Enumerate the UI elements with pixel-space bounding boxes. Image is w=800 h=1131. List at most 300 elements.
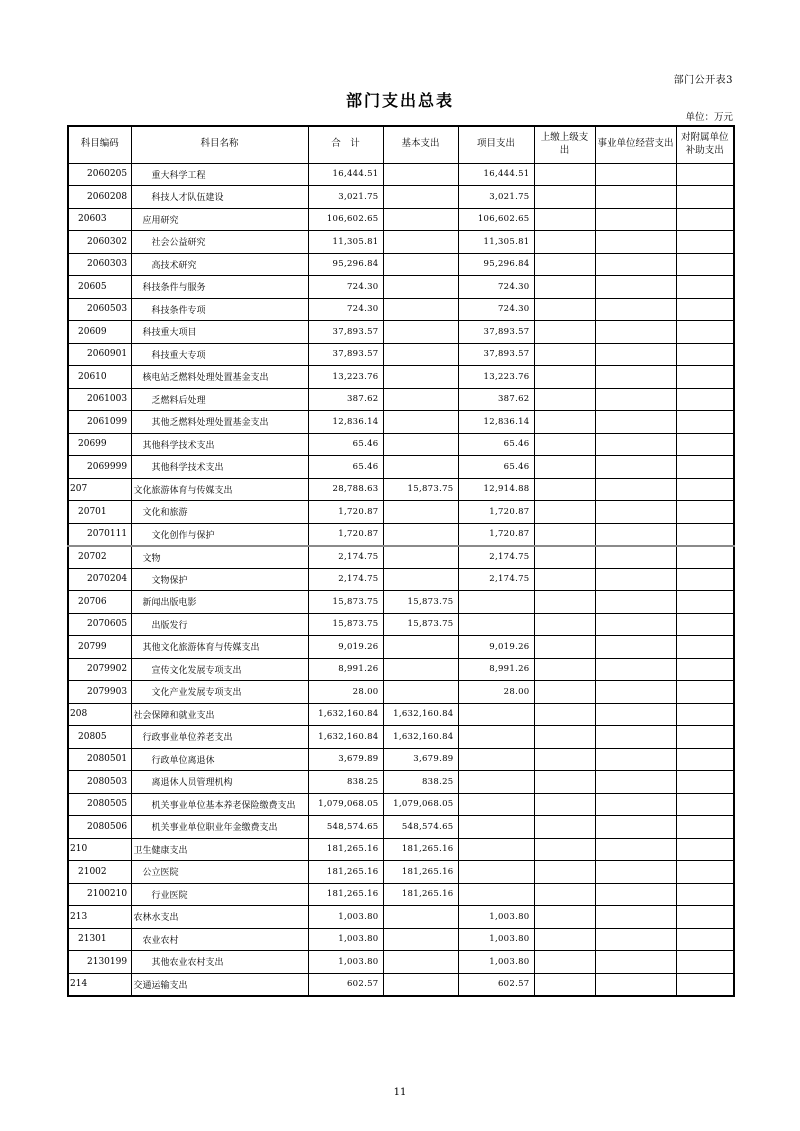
table-row [68, 366, 734, 389]
basic-expenditure-amount-cell [383, 276, 458, 299]
subject-code-cell: 208 [68, 703, 131, 726]
project-expenditure-amount-cell: 724.30 [458, 276, 534, 299]
project-expenditure-amount-cell: 1,003.80 [458, 906, 534, 929]
operating-expenditure-amount-cell [595, 928, 676, 951]
operating-expenditure-amount-cell [595, 523, 676, 546]
table-row [68, 636, 734, 659]
table-row [68, 568, 734, 591]
total-amount-cell: 12,836.14 [308, 411, 383, 434]
upper-level-expenditure-amount-cell [534, 321, 595, 344]
operating-expenditure-amount-cell [595, 771, 676, 794]
table-row [68, 298, 734, 321]
subsidy-expenditure-amount-cell [676, 883, 734, 906]
project-expenditure-amount-cell: 95,296.84 [458, 253, 534, 276]
total-amount-cell: 9,019.26 [308, 636, 383, 659]
subsidy-expenditure-amount-cell [676, 568, 734, 591]
total-amount-cell: 1,003.80 [308, 928, 383, 951]
upper-level-expenditure-amount-cell [534, 298, 595, 321]
subject-code-cell: 2070111 [68, 523, 131, 546]
subject-code-cell: 2061099 [68, 411, 131, 434]
basic-expenditure-amount-cell: 1,632,160.84 [383, 703, 458, 726]
subject-code-cell: 2060302 [68, 231, 131, 254]
col-header-operating-expenditure: 事业单位经营支出 [595, 126, 676, 163]
project-expenditure-amount-cell: 106,602.65 [458, 208, 534, 231]
subject-name-cell: 行业医院 [131, 883, 308, 906]
basic-expenditure-amount-cell [383, 658, 458, 681]
operating-expenditure-amount-cell [595, 951, 676, 974]
basic-expenditure-amount-cell [383, 456, 458, 479]
subject-name-cell: 宣传文化发展专项支出 [131, 658, 308, 681]
table-row [68, 861, 734, 884]
subject-name-cell: 其他科学技术支出 [131, 433, 308, 456]
project-expenditure-amount-cell [458, 591, 534, 614]
upper-level-expenditure-amount-cell [534, 411, 595, 434]
basic-expenditure-amount-cell: 15,873.75 [383, 591, 458, 614]
table-row [68, 163, 734, 186]
table-row [68, 343, 734, 366]
subsidy-expenditure-amount-cell [676, 748, 734, 771]
total-amount-cell: 181,265.16 [308, 838, 383, 861]
total-amount-cell: 13,223.76 [308, 366, 383, 389]
basic-expenditure-amount-cell [383, 186, 458, 209]
table-row [68, 321, 734, 344]
upper-level-expenditure-amount-cell [534, 726, 595, 749]
operating-expenditure-amount-cell [595, 636, 676, 659]
table-row [68, 726, 734, 749]
subject-code-cell: 2070204 [68, 568, 131, 591]
total-amount-cell: 602.57 [308, 973, 383, 996]
subject-name-cell: 其他农业农村支出 [131, 951, 308, 974]
operating-expenditure-amount-cell [595, 861, 676, 884]
subject-code-cell: 2080503 [68, 771, 131, 794]
operating-expenditure-amount-cell [595, 343, 676, 366]
subject-name-cell: 文化和旅游 [131, 501, 308, 524]
table-row [68, 681, 734, 704]
col-header-subject-code: 科目编码 [68, 126, 131, 163]
table-header-row [68, 126, 734, 163]
table-row [68, 591, 734, 614]
project-expenditure-amount-cell [458, 703, 534, 726]
subsidy-expenditure-amount-cell [676, 343, 734, 366]
total-amount-cell: 37,893.57 [308, 343, 383, 366]
project-expenditure-amount-cell: 65.46 [458, 433, 534, 456]
project-expenditure-amount-cell [458, 861, 534, 884]
col-header-upper-level-expenditure: 上缴上级支出 [534, 126, 595, 163]
total-amount-cell: 2,174.75 [308, 546, 383, 569]
subject-name-cell: 重大科学工程 [131, 163, 308, 186]
upper-level-expenditure-amount-cell [534, 771, 595, 794]
subject-name-cell: 新闻出版电影 [131, 591, 308, 614]
table-row [68, 433, 734, 456]
table-row [68, 951, 734, 974]
operating-expenditure-amount-cell [595, 456, 676, 479]
basic-expenditure-amount-cell [383, 546, 458, 569]
expenditure-table [67, 125, 735, 997]
operating-expenditure-amount-cell [595, 231, 676, 254]
upper-level-expenditure-amount-cell [534, 231, 595, 254]
subject-code-cell: 20699 [68, 433, 131, 456]
subject-code-cell: 20805 [68, 726, 131, 749]
subject-code-cell: 214 [68, 973, 131, 996]
table-row [68, 793, 734, 816]
basic-expenditure-amount-cell [383, 501, 458, 524]
subsidy-expenditure-amount-cell [676, 591, 734, 614]
operating-expenditure-amount-cell [595, 411, 676, 434]
operating-expenditure-amount-cell [595, 501, 676, 524]
basic-expenditure-amount-cell: 181,265.16 [383, 861, 458, 884]
doc-ref-label: 部门公开表3 [673, 75, 733, 86]
subsidy-expenditure-amount-cell [676, 366, 734, 389]
subject-code-cell: 20702 [68, 546, 131, 569]
total-amount-cell: 181,265.16 [308, 861, 383, 884]
subject-name-cell: 其他乏燃料处理处置基金支出 [131, 411, 308, 434]
upper-level-expenditure-amount-cell [534, 456, 595, 479]
basic-expenditure-amount-cell: 3,679.89 [383, 748, 458, 771]
subsidy-expenditure-amount-cell [676, 186, 734, 209]
total-amount-cell: 1,003.80 [308, 906, 383, 929]
total-amount-cell: 1,632,160.84 [308, 726, 383, 749]
operating-expenditure-amount-cell [595, 906, 676, 929]
table-body [68, 163, 734, 996]
total-amount-cell: 11,305.81 [308, 231, 383, 254]
upper-level-expenditure-amount-cell [534, 636, 595, 659]
total-amount-cell: 3,021.75 [308, 186, 383, 209]
operating-expenditure-amount-cell [595, 163, 676, 186]
upper-level-expenditure-amount-cell [534, 478, 595, 501]
project-expenditure-amount-cell: 37,893.57 [458, 343, 534, 366]
subject-name-cell: 乏燃料后处理 [131, 388, 308, 411]
subsidy-expenditure-amount-cell [676, 411, 734, 434]
table-row [68, 928, 734, 951]
upper-level-expenditure-amount-cell [534, 388, 595, 411]
basic-expenditure-amount-cell [383, 973, 458, 996]
total-amount-cell: 15,873.75 [308, 613, 383, 636]
subject-name-cell: 卫生健康支出 [131, 838, 308, 861]
subsidy-expenditure-amount-cell [676, 658, 734, 681]
upper-level-expenditure-amount-cell [534, 208, 595, 231]
basic-expenditure-amount-cell [383, 388, 458, 411]
operating-expenditure-amount-cell [595, 568, 676, 591]
subject-code-cell: 21301 [68, 928, 131, 951]
upper-level-expenditure-amount-cell [534, 658, 595, 681]
project-expenditure-amount-cell: 12,914.88 [458, 478, 534, 501]
subject-code-cell: 210 [68, 838, 131, 861]
project-expenditure-amount-cell: 12,836.14 [458, 411, 534, 434]
operating-expenditure-amount-cell [595, 276, 676, 299]
subsidy-expenditure-amount-cell [676, 478, 734, 501]
subsidy-expenditure-amount-cell [676, 906, 734, 929]
operating-expenditure-amount-cell [595, 546, 676, 569]
table-row [68, 906, 734, 929]
subject-name-cell: 行政事业单位养老支出 [131, 726, 308, 749]
page-number: 11 [393, 1087, 407, 1098]
subject-name-cell: 农业农村 [131, 928, 308, 951]
basic-expenditure-amount-cell: 181,265.16 [383, 883, 458, 906]
subject-code-cell: 2080505 [68, 793, 131, 816]
upper-level-expenditure-amount-cell [534, 681, 595, 704]
basic-expenditure-amount-cell [383, 163, 458, 186]
project-expenditure-amount-cell: 1,003.80 [458, 928, 534, 951]
table-row [68, 748, 734, 771]
upper-level-expenditure-amount-cell [534, 883, 595, 906]
table-row [68, 838, 734, 861]
subject-code-cell: 20605 [68, 276, 131, 299]
total-amount-cell: 1,720.87 [308, 501, 383, 524]
operating-expenditure-amount-cell [595, 298, 676, 321]
operating-expenditure-amount-cell [595, 883, 676, 906]
project-expenditure-amount-cell [458, 748, 534, 771]
upper-level-expenditure-amount-cell [534, 253, 595, 276]
operating-expenditure-amount-cell [595, 433, 676, 456]
subject-name-cell: 机关事业单位基本养老保险缴费支出 [131, 793, 308, 816]
upper-level-expenditure-amount-cell [534, 973, 595, 996]
subsidy-expenditure-amount-cell [676, 231, 734, 254]
col-header-total: 合 计 [308, 126, 383, 163]
basic-expenditure-amount-cell [383, 321, 458, 344]
subsidy-expenditure-amount-cell [676, 703, 734, 726]
project-expenditure-amount-cell [458, 883, 534, 906]
project-expenditure-amount-cell: 11,305.81 [458, 231, 534, 254]
project-expenditure-amount-cell: 8,991.26 [458, 658, 534, 681]
subsidy-expenditure-amount-cell [676, 838, 734, 861]
total-amount-cell: 1,079,068.05 [308, 793, 383, 816]
table-row [68, 253, 734, 276]
subject-name-cell: 行政单位离退休 [131, 748, 308, 771]
total-amount-cell: 548,574.65 [308, 816, 383, 839]
subject-code-cell: 2079902 [68, 658, 131, 681]
basic-expenditure-amount-cell [383, 523, 458, 546]
upper-level-expenditure-amount-cell [534, 546, 595, 569]
table-row [68, 186, 734, 209]
project-expenditure-amount-cell [458, 726, 534, 749]
subject-name-cell: 高技术研究 [131, 253, 308, 276]
project-expenditure-amount-cell: 1,720.87 [458, 523, 534, 546]
operating-expenditure-amount-cell [595, 793, 676, 816]
project-expenditure-amount-cell: 13,223.76 [458, 366, 534, 389]
total-amount-cell: 16,444.51 [308, 163, 383, 186]
operating-expenditure-amount-cell [595, 726, 676, 749]
subsidy-expenditure-amount-cell [676, 433, 734, 456]
upper-level-expenditure-amount-cell [534, 838, 595, 861]
table-row [68, 501, 734, 524]
total-amount-cell: 724.30 [308, 276, 383, 299]
subsidy-expenditure-amount-cell [676, 951, 734, 974]
operating-expenditure-amount-cell [595, 253, 676, 276]
subsidy-expenditure-amount-cell [676, 613, 734, 636]
subject-name-cell: 文化产业发展专项支出 [131, 681, 308, 704]
basic-expenditure-amount-cell [383, 906, 458, 929]
subject-name-cell: 科技重大专项 [131, 343, 308, 366]
project-expenditure-amount-cell [458, 793, 534, 816]
total-amount-cell: 95,296.84 [308, 253, 383, 276]
col-header-project-expenditure: 项目支出 [458, 126, 534, 163]
operating-expenditure-amount-cell [595, 816, 676, 839]
project-expenditure-amount-cell [458, 838, 534, 861]
subsidy-expenditure-amount-cell [676, 816, 734, 839]
subject-code-cell: 2080501 [68, 748, 131, 771]
total-amount-cell: 387.62 [308, 388, 383, 411]
subsidy-expenditure-amount-cell [676, 276, 734, 299]
project-expenditure-amount-cell: 602.57 [458, 973, 534, 996]
subsidy-expenditure-amount-cell [676, 681, 734, 704]
subsidy-expenditure-amount-cell [676, 726, 734, 749]
project-expenditure-amount-cell: 724.30 [458, 298, 534, 321]
table-row [68, 658, 734, 681]
total-amount-cell: 181,265.16 [308, 883, 383, 906]
upper-level-expenditure-amount-cell [534, 793, 595, 816]
subsidy-expenditure-amount-cell [676, 546, 734, 569]
basic-expenditure-amount-cell: 15,873.75 [383, 613, 458, 636]
upper-level-expenditure-amount-cell [534, 186, 595, 209]
operating-expenditure-amount-cell [595, 388, 676, 411]
subject-name-cell: 文物保护 [131, 568, 308, 591]
table-row [68, 703, 734, 726]
total-amount-cell: 724.30 [308, 298, 383, 321]
upper-level-expenditure-amount-cell [534, 928, 595, 951]
upper-level-expenditure-amount-cell [534, 861, 595, 884]
project-expenditure-amount-cell: 16,444.51 [458, 163, 534, 186]
total-amount-cell: 838.25 [308, 771, 383, 794]
total-amount-cell: 1,632,160.84 [308, 703, 383, 726]
table-row [68, 411, 734, 434]
subject-name-cell: 文化旅游体育与传媒支出 [131, 478, 308, 501]
table-row [68, 973, 734, 996]
table-row [68, 478, 734, 501]
operating-expenditure-amount-cell [595, 208, 676, 231]
basic-expenditure-amount-cell [383, 298, 458, 321]
subject-code-cell: 21002 [68, 861, 131, 884]
basic-expenditure-amount-cell: 15,873.75 [383, 478, 458, 501]
basic-expenditure-amount-cell [383, 411, 458, 434]
subsidy-expenditure-amount-cell [676, 388, 734, 411]
subject-name-cell: 机关事业单位职业年金缴费支出 [131, 816, 308, 839]
table-row [68, 883, 734, 906]
subject-code-cell: 2061003 [68, 388, 131, 411]
basic-expenditure-amount-cell: 1,079,068.05 [383, 793, 458, 816]
upper-level-expenditure-amount-cell [534, 816, 595, 839]
subsidy-expenditure-amount-cell [676, 771, 734, 794]
subject-code-cell: 2080506 [68, 816, 131, 839]
project-expenditure-amount-cell: 65.46 [458, 456, 534, 479]
table-row [68, 388, 734, 411]
subject-code-cell: 20706 [68, 591, 131, 614]
subsidy-expenditure-amount-cell [676, 523, 734, 546]
operating-expenditure-amount-cell [595, 703, 676, 726]
operating-expenditure-amount-cell [595, 748, 676, 771]
upper-level-expenditure-amount-cell [534, 523, 595, 546]
total-amount-cell: 65.46 [308, 433, 383, 456]
table-row [68, 816, 734, 839]
subsidy-expenditure-amount-cell [676, 321, 734, 344]
subject-code-cell: 2060205 [68, 163, 131, 186]
subject-name-cell: 其他科学技术支出 [131, 456, 308, 479]
table-row [68, 523, 734, 546]
total-amount-cell: 15,873.75 [308, 591, 383, 614]
subject-code-cell: 213 [68, 906, 131, 929]
total-amount-cell: 2,174.75 [308, 568, 383, 591]
operating-expenditure-amount-cell [595, 681, 676, 704]
table-row [68, 613, 734, 636]
subsidy-expenditure-amount-cell [676, 208, 734, 231]
project-expenditure-amount-cell: 37,893.57 [458, 321, 534, 344]
table-row [68, 208, 734, 231]
subject-name-cell: 科技重大项目 [131, 321, 308, 344]
subject-name-cell: 文化创作与保护 [131, 523, 308, 546]
subsidy-expenditure-amount-cell [676, 973, 734, 996]
subject-code-cell: 2069999 [68, 456, 131, 479]
basic-expenditure-amount-cell: 181,265.16 [383, 838, 458, 861]
project-expenditure-amount-cell: 2,174.75 [458, 546, 534, 569]
subsidy-expenditure-amount-cell [676, 861, 734, 884]
subject-name-cell: 公立医院 [131, 861, 308, 884]
total-amount-cell: 106,602.65 [308, 208, 383, 231]
subject-name-cell: 社会公益研究 [131, 231, 308, 254]
subject-name-cell: 科技人才队伍建设 [131, 186, 308, 209]
operating-expenditure-amount-cell [595, 366, 676, 389]
basic-expenditure-amount-cell: 548,574.65 [383, 816, 458, 839]
total-amount-cell: 28.00 [308, 681, 383, 704]
subsidy-expenditure-amount-cell [676, 253, 734, 276]
basic-expenditure-amount-cell [383, 568, 458, 591]
upper-level-expenditure-amount-cell [534, 501, 595, 524]
basic-expenditure-amount-cell [383, 951, 458, 974]
subject-name-cell: 文物 [131, 546, 308, 569]
total-amount-cell: 37,893.57 [308, 321, 383, 344]
subject-code-cell: 2060901 [68, 343, 131, 366]
basic-expenditure-amount-cell: 838.25 [383, 771, 458, 794]
subject-name-cell: 科技条件专项 [131, 298, 308, 321]
project-expenditure-amount-cell: 3,021.75 [458, 186, 534, 209]
subsidy-expenditure-amount-cell [676, 501, 734, 524]
upper-level-expenditure-amount-cell [534, 906, 595, 929]
unit-note: 单位：万元 [685, 112, 733, 123]
operating-expenditure-amount-cell [595, 591, 676, 614]
upper-level-expenditure-amount-cell [534, 276, 595, 299]
upper-level-expenditure-amount-cell [534, 163, 595, 186]
table-row [68, 276, 734, 299]
operating-expenditure-amount-cell [595, 658, 676, 681]
subject-name-cell: 离退休人员管理机构 [131, 771, 308, 794]
table-row [68, 456, 734, 479]
upper-level-expenditure-amount-cell [534, 703, 595, 726]
table-row [68, 771, 734, 794]
basic-expenditure-amount-cell [383, 231, 458, 254]
subject-code-cell: 2100210 [68, 883, 131, 906]
subject-name-cell: 科技条件与服务 [131, 276, 308, 299]
subject-code-cell: 207 [68, 478, 131, 501]
subject-name-cell: 应用研究 [131, 208, 308, 231]
project-expenditure-amount-cell: 2,174.75 [458, 568, 534, 591]
total-amount-cell: 1,720.87 [308, 523, 383, 546]
upper-level-expenditure-amount-cell [534, 568, 595, 591]
total-amount-cell: 8,991.26 [308, 658, 383, 681]
basic-expenditure-amount-cell [383, 208, 458, 231]
operating-expenditure-amount-cell [595, 478, 676, 501]
operating-expenditure-amount-cell [595, 186, 676, 209]
upper-level-expenditure-amount-cell [534, 748, 595, 771]
subject-code-cell: 20799 [68, 636, 131, 659]
table-row [68, 231, 734, 254]
subject-code-cell: 2079903 [68, 681, 131, 704]
upper-level-expenditure-amount-cell [534, 613, 595, 636]
col-header-basic-expenditure: 基本支出 [383, 126, 458, 163]
subsidy-expenditure-amount-cell [676, 793, 734, 816]
upper-level-expenditure-amount-cell [534, 343, 595, 366]
basic-expenditure-amount-cell [383, 681, 458, 704]
subsidy-expenditure-amount-cell [676, 636, 734, 659]
table-row [68, 546, 734, 569]
basic-expenditure-amount-cell [383, 366, 458, 389]
